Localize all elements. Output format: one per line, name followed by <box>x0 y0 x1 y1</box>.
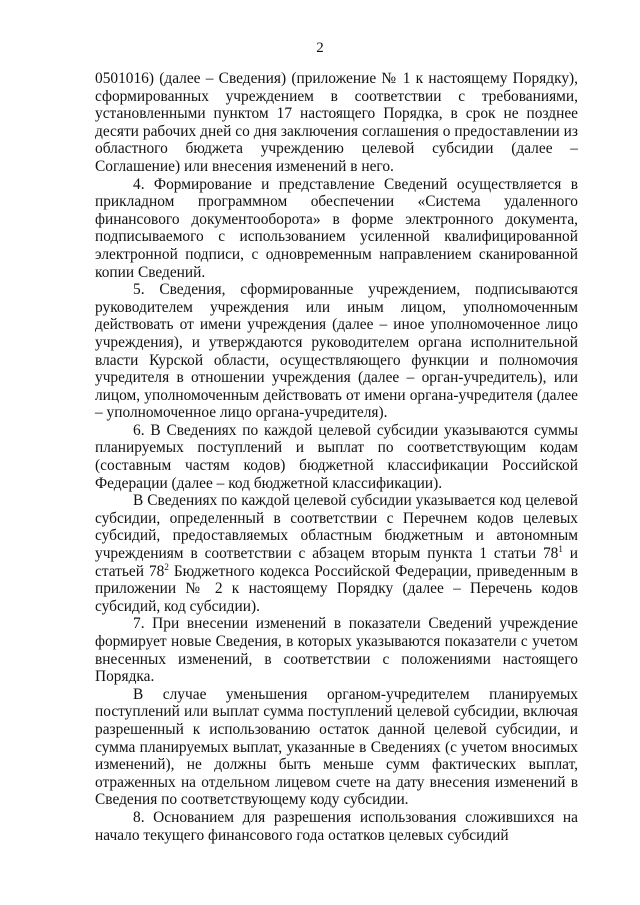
page-number: 2 <box>316 40 324 56</box>
paragraph-intro: 0501016) (далее – Сведения) (приложение № 1 к настоящему Порядку), сформированных учреждением в соответствии с требованиями, установленными пунктом 17 настоящего Порядка, в срок не позднее десяти рабочих дней со дня заключения соглашения о предоставлении из областного бюджета учреждению целевой субсидии (далее – Соглашение) или внесения изменений в него. <box>95 70 578 175</box>
paragraph-item-7: 7. При внесении изменений в показатели Сведений учреждение формирует новые Сведения, в которых указываются показатели с учетом внесенных изменений, в соответствии с положениями настоящего Порядка. <box>95 615 578 686</box>
paragraph-item-7-decrease: В случае уменьшения органом-учредителем планируемых поступлений или выплат сумма поступлений целевой субсидии, включая разрешенный к использованию остаток данной целевой субсидии, и сумма планируемых выплат, указанные в Сведениях (с учетом вносимых изменений), не должны быть меньше сумм фактических выплат, отраженных на отдельном лицевом счете на дату внесения изменений в Сведения по соответствующему коду субсидии. <box>95 685 578 809</box>
paragraph-item-6-codes-mid: и статьей 78 <box>95 545 578 580</box>
superscript-1: 1 <box>558 544 563 555</box>
document-body <box>95 70 578 844</box>
paragraph-item-6-codes-text: В Сведениях по каждой целевой субсидии указывается код целевой субсидии, определенный в соответствии с Перечнем кодов целевых субсидий, предоставляемых областным бюджетным и автономным учреждениям в соответствии с абзацем вторым пункта 1 статьи 78 <box>95 492 578 563</box>
superscript-2: 2 <box>164 561 169 572</box>
paragraph-item-8: 8. Основанием для разрешения использования сложившихся на начало текущего финансового года остатков целевых субсидий <box>95 808 578 844</box>
paragraph-item-6-codes-tail: Бюджетного кодекса Российской Федерации, приведенным в приложении № 2 к настоящему Порядку (далее – Перечень кодов субсидий, код субсидии). <box>95 562 578 615</box>
paragraph-item-4: 4. Формирование и представление Сведений осуществляется в прикладном программном обеспечении «Система удаленного финансового документооборота» в форме электронного документа, подписываемого с использованием усиленной квалифицированной электронной подписи, с одновременным направлением сканированной копии Сведений. <box>95 175 578 281</box>
paragraph-item-6-codes <box>95 492 578 615</box>
paragraph-item-5: 5. Сведения, сформированные учреждением, подписываются руководителем учреждения или иным лицом, уполномоченным действовать от имени учреждения (далее – иное уполномоченное лицо учреждения), и утверждаются руководителем органа исполнительной власти Курской области, осуществляющего функции и полномочия учредителя в отношении учреждения (далее – орган-учредитель), или лицом, уполномоченным действовать от имени органа-учредителя (далее – уполномоченное лицо органа-учредителя). <box>95 281 578 422</box>
paragraph-item-6: 6. В Сведениях по каждой целевой субсидии указываются суммы планируемых поступлений и выплат по соответствующим кодам (составным частям кодов) бюджетной классификации Российской Федерации (далее – код бюджетной классификации). <box>95 421 578 492</box>
